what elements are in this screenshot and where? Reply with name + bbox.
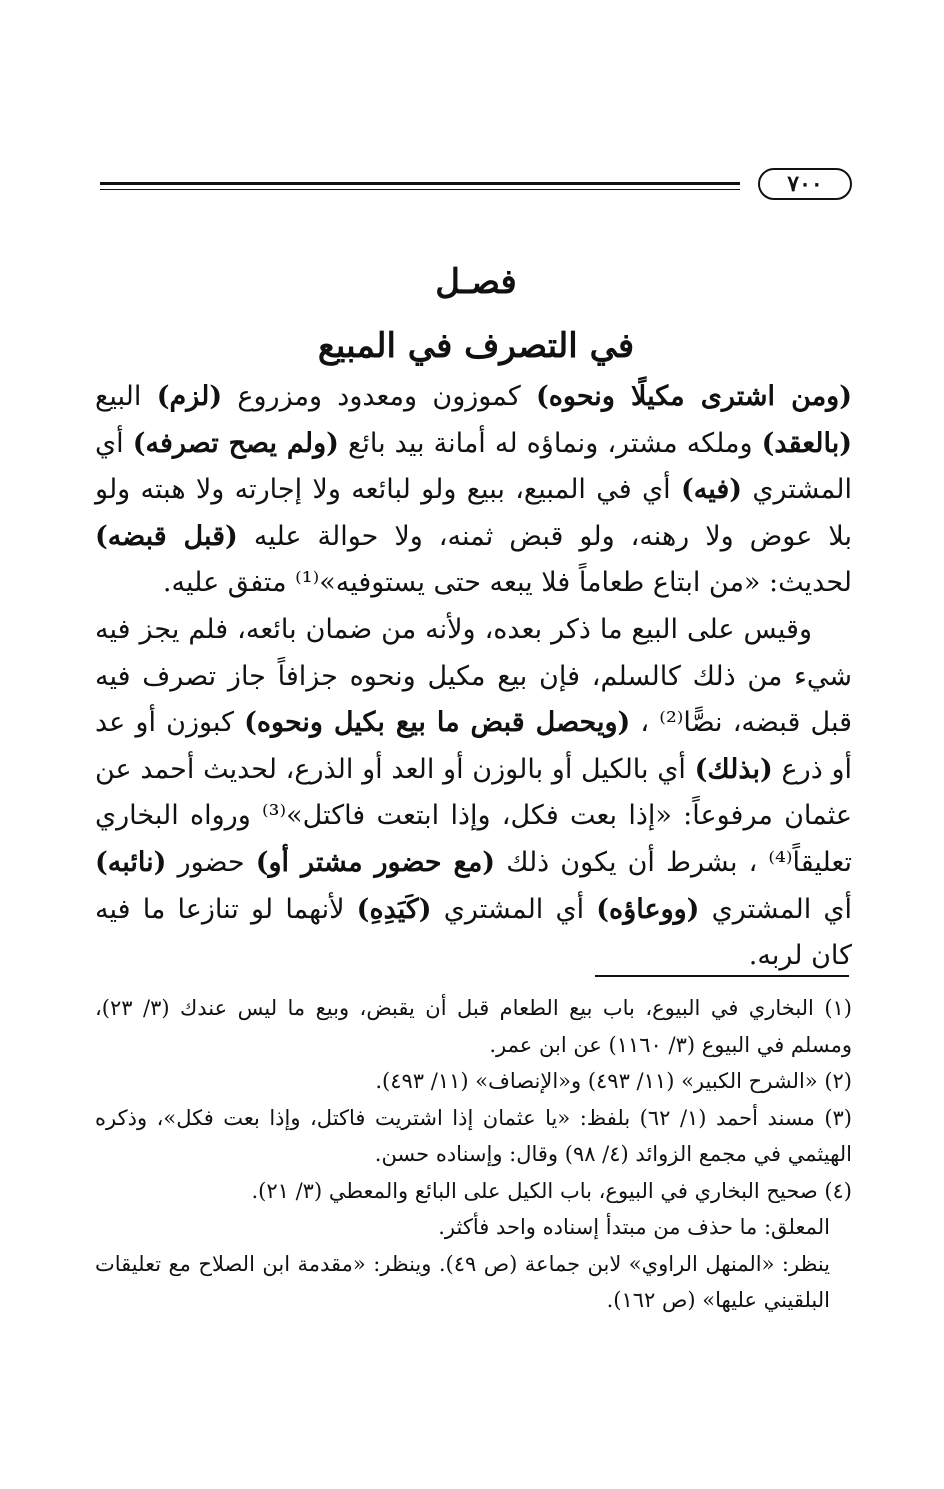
header-rule-thin — [100, 189, 740, 190]
footnote-3: (٣) مسند أحمد (١/ ٦٢) بلفظ: «يا عثمان إذا اشتريت فاكتل، وإذا بعت فكل»، وذكره الهيثمي في مجمع الزوائد (٤/ ٩٨) وقال: وإسناده حسن. — [95, 1105, 852, 1166]
bold-matn-phrase: (مع حضور مشتر أو) — [255, 846, 496, 878]
bold-matn-phrase: (ومن اشترى مكيلًا ونحوه) — [536, 381, 852, 412]
bold-matn-phrase: (كَيَدِهِ) — [356, 893, 432, 925]
commentary-text: لحديث: «من ابتاع طعاماً فلا يبعه حتى يستوفيه»⁽¹⁾ متفق عليه. — [162, 567, 852, 599]
page-number: ٧٠٠ — [758, 168, 852, 200]
bold-matn-phrase: (فيه) — [680, 474, 743, 506]
bold-matn-phrase: (بذلك) — [694, 753, 773, 785]
bold-matn-phrase: (ووعاؤه) — [596, 893, 700, 925]
commentary-text: كموزون ومعدود ومزروع — [222, 381, 536, 412]
section-subtitle: في التصرف في المبيع — [317, 326, 635, 366]
footnote-4-reference: ينظر: «المنهل الراوي» لابن جماعة (ص ٤٩). وينظر: «مقدمة ابن الصلاح مع تعليقات البلقيني عليها» (ص ١٦٢). — [95, 1251, 831, 1312]
body-paragraph — [95, 374, 852, 607]
section-title: فصـل — [435, 262, 517, 302]
body-paragraph — [95, 607, 852, 980]
bold-matn-phrase: (ولم يصح تصرفه) — [132, 427, 339, 459]
commentary-text: لأنهما لو تنازعا ما فيه كان لربه. — [95, 893, 852, 972]
commentary-text: أي المشتري — [95, 427, 852, 506]
footnote-1: (١) البخاري في البيوع، باب بيع الطعام قبل أن يقبض، وبيع ما ليس عندك (٣/ ٢٣)، ومسلم في البيوع (٣/ ١١٦٠) عن ابن عمر. — [95, 996, 852, 1057]
commentary-text: أي المشتري — [431, 893, 597, 925]
header-rule — [100, 182, 740, 185]
bold-matn-phrase: (بالعقد) — [761, 427, 852, 459]
body-text — [95, 374, 852, 980]
commentary-text: كبوزن أو عد أو ذرع — [95, 707, 852, 785]
bold-matn-phrase: (ويحصل قبض ما بيع بكيل ونحوه) — [244, 707, 631, 739]
footnotes — [95, 990, 852, 1319]
commentary-text: أي بالكيل أو بالوزن أو العد أو الذرع، لحديث أحمد عن عثمان مرفوعاً: «إذا بعت فكل، وإذا ابتعت فاكتل»⁽³⁾ ورواه البخاري تعليقاً⁽⁴⁾ ، بشرط أن يكون ذلك — [95, 753, 852, 878]
bold-matn-phrase: (لزم) — [156, 381, 223, 412]
page-header — [100, 168, 852, 204]
bold-matn-phrase: (نائبه) — [95, 846, 167, 878]
footnote-4: (٤) صحيح البخاري في البيوع، باب الكيل على البائع والمعطي (٣/ ٢١). — [251, 1178, 852, 1203]
commentary-text: البيع — [95, 381, 157, 412]
commentary-text: وملكه مشتر، ونماؤه له أمانة بيد بائع — [338, 427, 762, 459]
footnote-2: (٢) «الشرح الكبير» (١١/ ٤٩٣) و«الإنصاف» (١١/ ٤٩٣). — [375, 1069, 852, 1093]
commentary-text: وقيس على البيع ما ذكر بعده، ولأنه من ضمان بائعه، فلم يجز فيه شيء من ذلك كالسلم، فإن بيع مكيل ونحوه جزافاً جاز تصرف فيه قبل قبضه، نصًّا⁽²⁾ ، — [95, 613, 853, 739]
footnote-4-note: المعلق: ما حذف من مبتدأ إسناده واحد فأكثر. — [438, 1215, 830, 1239]
commentary-text: حضور — [166, 846, 256, 878]
commentary-text: أي في المبيع، ببيع ولو لبائعه ولا إجارته ولا هبته ولو بلا عوض ولا رهنه، ولو قبض ثمنه، ولا حوالة عليه — [95, 474, 852, 552]
footnote-separator — [595, 975, 849, 977]
commentary-text: أي المشتري — [699, 893, 853, 925]
bold-matn-phrase: (قبل قبضه) — [95, 520, 238, 552]
